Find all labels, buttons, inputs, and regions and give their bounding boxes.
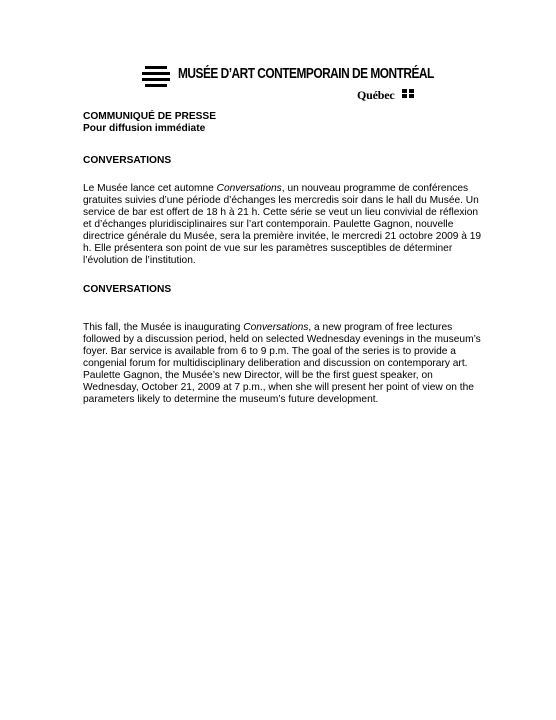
french-paragraph-rest: , un nouveau programme de conférences gratuites suivies d’une période d’échanges les mercredis soir dans le hall du Musée. Un service de bar est offert de 18 h à 21 h. Cette série se veut un lieu convivial de réflexion et d’échanges pluridisciplinaires sur l’art contemporain. Paulette Gagnon, nouvelle directrice générale du Musée, sera la première invitée, le mercredi 21 octobre 2009 à 19 h. Elle présentera son point de vue sur les paramètres susceptibles de déterminer l’évolution de l’institution.: [83, 183, 482, 266]
french-title: CONVERSATIONS: [83, 155, 172, 166]
french-paragraph-emphasis: Conversations: [216, 183, 282, 194]
release-header: [83, 111, 483, 135]
release-type: COMMUNIQUÉ DE PRESSE: [83, 111, 217, 122]
quebec-signature: [357, 86, 417, 100]
fleur-de-lis-icon: [402, 89, 414, 98]
museum-logo-mark-icon: [142, 66, 170, 89]
english-paragraph-emphasis: Conversations: [243, 322, 309, 333]
french-paragraph-start: Le Musée lance cet automne: [83, 183, 217, 194]
english-paragraph: [83, 322, 483, 406]
museum-name: MUSÉE D’ART CONTEMPORAIN DE MONTRÉAL: [178, 66, 434, 82]
english-paragraph-start: This fall, the Musée is inaugurating: [83, 322, 244, 333]
release-distribution: Pour diffusion immédiate: [83, 123, 206, 134]
english-title: CONVERSATIONS: [83, 284, 172, 295]
french-paragraph: [83, 183, 483, 267]
quebec-wordmark: Québec: [357, 88, 395, 102]
english-paragraph-rest: , a new program of free lectures followed by a discussion period, held on selected Wednesday evenings in the museum’s foyer. Bar service is available from 6 to 9 p.m. The goal of the series is to provide a congenial forum for multidisciplinary deliberation and discussion on contemporary art. Paulette Gagnon, the Musée’s new Director, will be the first guest speaker, on Wednesday, October 21, 2009 at 7 p.m., when she will present her point of view on the parameters likely to determine the museum’s future development.: [83, 322, 481, 405]
museum-logo: [142, 63, 434, 102]
